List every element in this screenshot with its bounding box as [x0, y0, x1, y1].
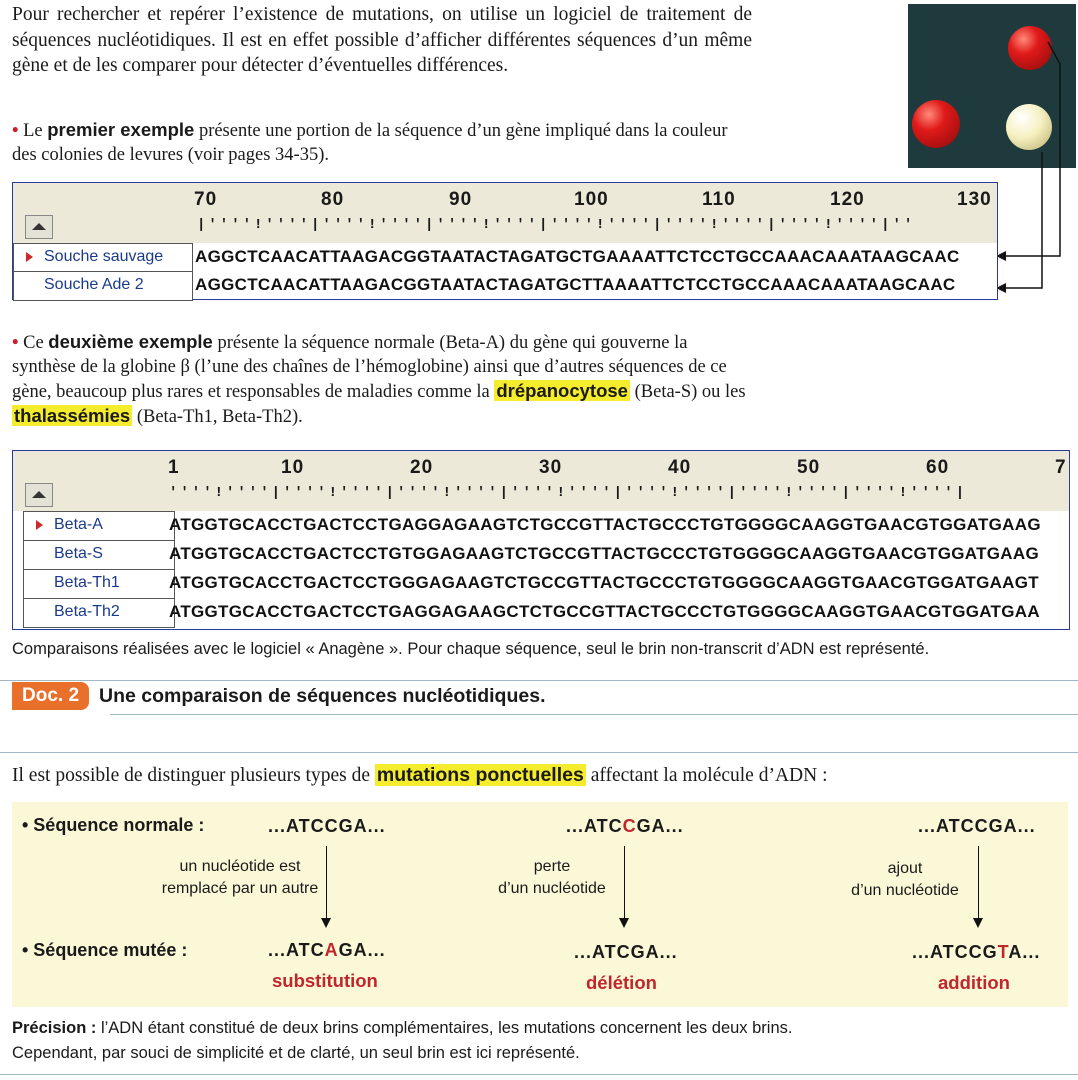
ruler-ticks: |''''!''''|''''!''''|''''!''''|''''!''''|''''!''''|''''!''''|'': [197, 217, 916, 233]
ruler-number: 110: [702, 189, 736, 210]
red-colony: [912, 100, 960, 148]
current-row-marker-icon: [26, 252, 33, 262]
table-caption: Comparaisons réalisées avec le logiciel « Anagène ». Pour chaque séquence, seul le brin non-transcrit d’ADN est représenté.: [12, 640, 930, 658]
divider: [0, 680, 1078, 681]
mutation-type: addition: [938, 972, 1010, 993]
connector-arrows: [990, 40, 1078, 300]
doc-tag: Doc. 2: [12, 682, 89, 710]
ruler-number: 80: [321, 189, 345, 210]
mutated-sequence: ...ATCGA...: [574, 942, 678, 962]
ruler-number: 90: [449, 189, 473, 210]
sequence-row: ATGGTGCACCTGACTCCTGGGAGAAGTCTGCCGTTACTGCCCTGTGGGGCAAGGTGAACGTGGATGAAGT: [169, 573, 1039, 592]
normal-sequence: ...ATCCGA...: [566, 816, 684, 836]
ruler-number: 50: [797, 457, 821, 478]
current-row-marker-icon: [36, 520, 43, 530]
ruler-number: 60: [926, 457, 950, 478]
sequence-row: ATGGTGCACCTGACTCCTGAGGAGAAGCTCTGCCGTTACTGCCCTGTGGGGCAAGGTGAACGTGGATGAA: [169, 602, 1040, 621]
mutation-description: ajout d’un nucléotide: [851, 860, 959, 899]
example1-paragraph: • Le premier exemple présente une portion de la séquence d’un gène impliqué dans la couleur des colonies de levures (voir pages 34-35).: [12, 119, 728, 165]
sequence-table-2: [12, 450, 1070, 630]
mutation-description: un nucléotide est remplacé par un autre: [161, 858, 319, 897]
row-label[interactable]: Souche sauvage: [13, 243, 193, 273]
row-label[interactable]: Beta-Th2: [23, 598, 175, 628]
row-label[interactable]: Beta-A: [23, 511, 175, 541]
sequence-row: ATGGTGCACCTGACTCCTGAGGAGAAGTCTGCCGTTACTGCCCTGTGGGGCAAGGTGAACGTGGATGAAG: [169, 515, 1041, 534]
scroll-up-button[interactable]: [25, 215, 53, 239]
doc-title: Une comparaison de séquences nucléotidiques.: [99, 684, 546, 707]
ruler-number: 70: [194, 189, 218, 210]
ruler-number: 120: [830, 189, 865, 210]
ruler-number: 7: [1055, 457, 1067, 478]
ruler-number: 1: [168, 457, 180, 478]
mutated-sequence-label: • Séquence mutée :: [22, 940, 188, 960]
precision-note: Précision : l’ADN étant constitué de deux brins complémentaires, les mutations concernent les deux brins. Cependant, par souci de simplicité et de clarté, un seul brin est ici représenté.: [12, 1019, 793, 1062]
ruler-number: 20: [410, 457, 434, 478]
ruler-number: 130: [957, 189, 992, 210]
mutated-sequence: ...ATCCGTA...: [912, 942, 1041, 962]
doc-header: [12, 682, 545, 710]
down-arrow-icon: [978, 846, 979, 926]
normal-sequence-label: • Séquence normale :: [22, 815, 205, 835]
row-label[interactable]: Souche Ade 2: [13, 271, 193, 301]
mutation-type: délétion: [586, 972, 657, 993]
down-arrow-icon: [624, 846, 625, 926]
row-label[interactable]: Beta-Th1: [23, 569, 175, 599]
ruler-number: 10: [281, 457, 305, 478]
mutation-type: substitution: [272, 970, 378, 991]
normal-sequence: ...ATCCGA...: [918, 816, 1036, 836]
example2-paragraph: • Ce deuxième exemple présente la séquence normale (Beta-A) du gène qui gouverne la synthèse de la globine β (l’une des chaînes de l’hémoglobine) ainsi que d’autres séquences de ce gène, beaucoup plus rares et responsables de maladies comme la drépanocytose (Beta-S) ou les thalassémies (Beta-Th1, Beta-Th2).: [12, 331, 746, 427]
sequence-row: AGGCTCAACATTAAGACGGTAATACTAGATGCTTAAAATTCTCCTGCCAAACAAATAAGCAAC: [195, 275, 956, 294]
ruler-number: 100: [574, 189, 609, 210]
down-arrow-icon: [326, 846, 327, 926]
row-label[interactable]: Beta-S: [23, 540, 175, 570]
mutated-sequence: ...ATCAGA...: [268, 940, 386, 960]
sequence-table-1: [12, 182, 998, 300]
normal-sequence: ...ATCCGA...: [268, 816, 386, 836]
ruler-ticks: ''''!''''|''''!''''|''''!''''|''''!''''|''''!''''|''''!''''|''''!''''|: [169, 485, 968, 501]
ruler-number: 30: [539, 457, 563, 478]
mutations-intro: Il est possible de distinguer plusieurs types de mutations ponctuelles affectant la molécule d’ADN :: [12, 764, 828, 786]
sequence-row: AGGCTCAACATTAAGACGGTAATACTAGATGCTGAAAATTCTCCTGCCAAACAAATAAGCAAC: [195, 247, 960, 266]
ruler-number: 40: [668, 457, 692, 478]
divider: [0, 1074, 1078, 1075]
divider: [0, 752, 1078, 753]
intro-paragraph: Pour rechercher et repérer l’existence de mutations, on utilise un logiciel de traitement de séquences nucléotidiques. Il est en effet possible d’afficher différentes séquences d’un même gène et de les comparer pour détecter d’éventuelles différences.: [12, 4, 752, 76]
sequence-row: ATGGTGCACCTGACTCCTGTGGAGAAGTCTGCCGTTACTGCCCTGTGGGGCAAGGTGAACGTGGATGAAG: [169, 544, 1039, 563]
divider: [110, 714, 1078, 715]
mutation-description: perte d’un nucléotide: [498, 858, 606, 897]
scroll-up-button[interactable]: [25, 483, 53, 507]
